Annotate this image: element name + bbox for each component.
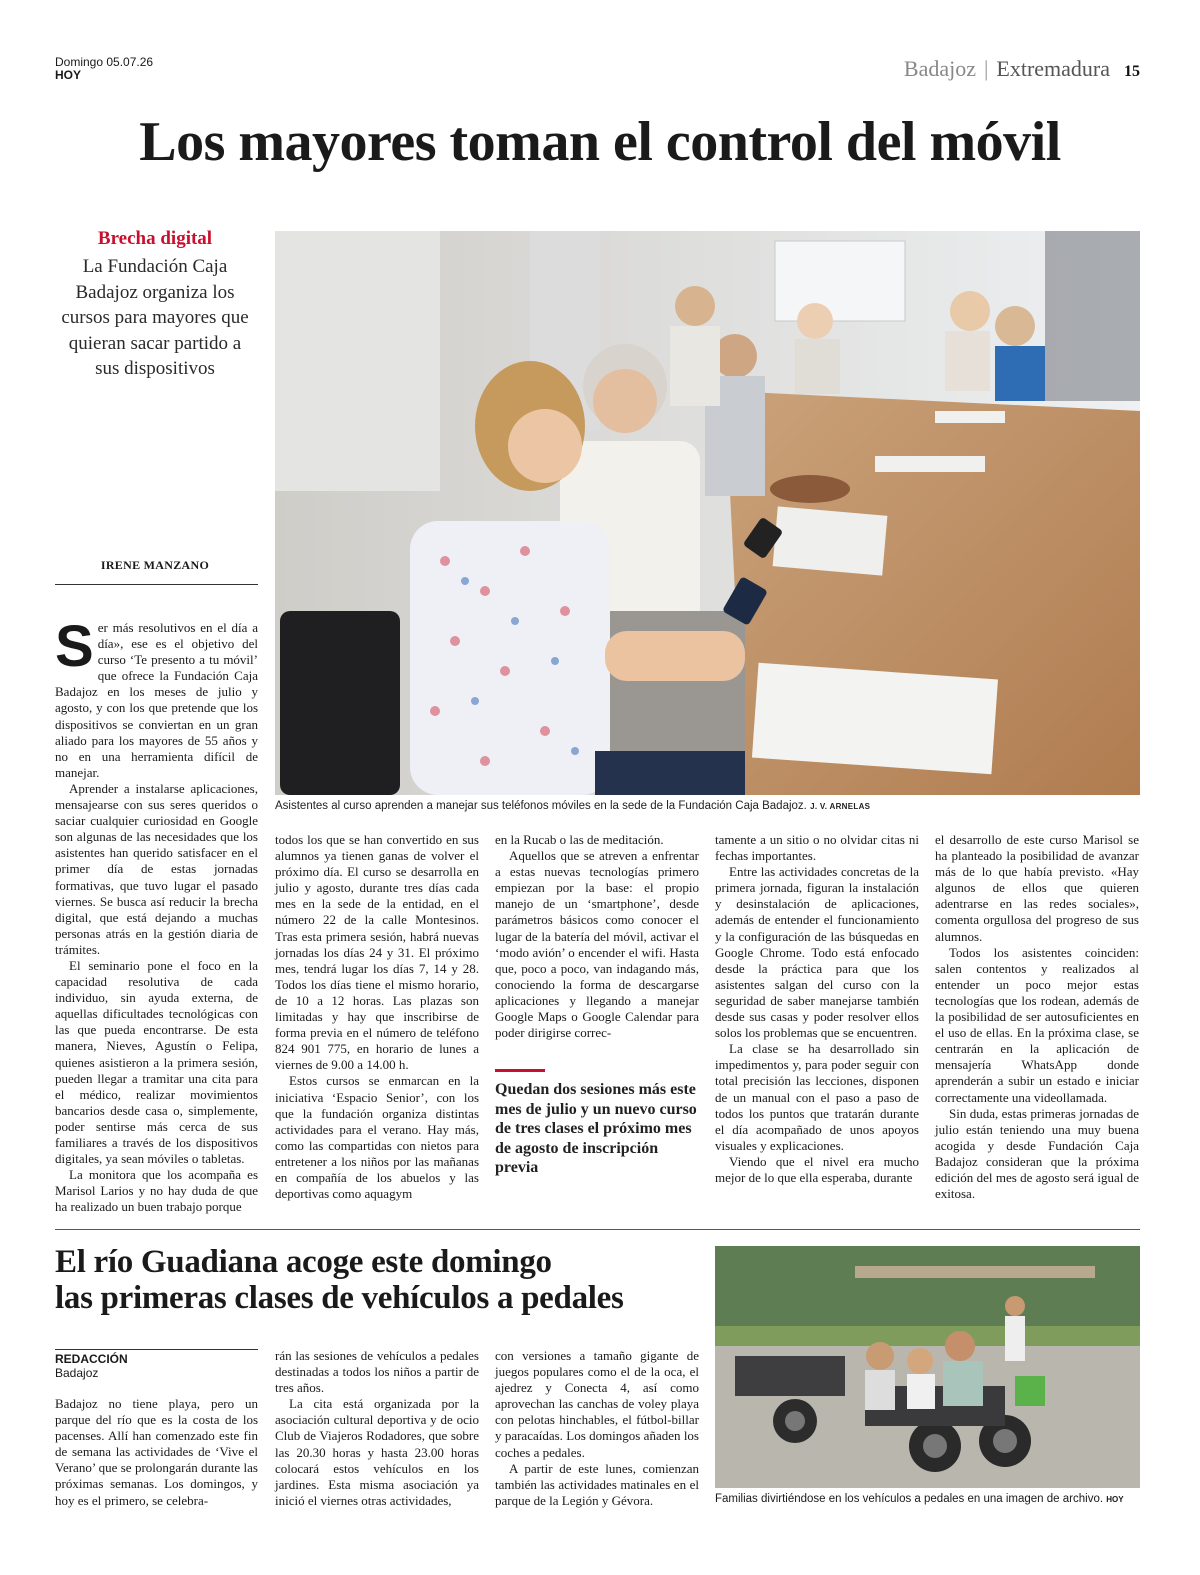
body-paragraph: Estos cursos se enmarcan en la iniciativa ‘Espacio Senior’, con los que la fundación organiza distintas actividades para el verano. Hay más, como las compartidas con nietos para entretener a los niños por las mañanas en compañía de los abuelos y las deportivas como aquagym — [275, 1073, 479, 1202]
article-byline: IRENE MANZANO — [100, 558, 210, 572]
body-paragraph: Aquellos que se atreven a enfrentar a estas nuevas tecnologías primero empiezan por la base: el propio manejo de un ‘smartphone’, desde parámetros básicos como conocer el lugar de la batería del móvil, activar el ‘modo avión’ o encender el wifi. Hasta que, poco a poco, van indagando más, conociendo la forma de descargarse aplicaciones y llegando a manejar Google Maps o Google Calendar para poder dirigirse correc- — [495, 848, 699, 1041]
second-article-column-2 — [275, 1348, 479, 1509]
photo-credit: HOY — [1106, 1495, 1124, 1504]
byline-place: Badajoz — [55, 1366, 99, 1380]
body-paragraph: en la Rucab o las de meditación. — [495, 832, 664, 847]
article-photo — [275, 231, 1140, 795]
article-lead: La Fundación Caja Badajoz organiza los cursos para mayores que quieran sacar partido a sus dispositivos — [61, 256, 249, 379]
article-column-5 — [935, 832, 1139, 1202]
section-region: Extremadura — [996, 56, 1110, 81]
second-photo-caption — [715, 1493, 1145, 1505]
headline-line: El río Guadiana acoge este domingo — [55, 1244, 552, 1280]
caption-text: Familias divirtiéndose en los vehículos a pedales en una imagen de archivo. — [715, 1493, 1104, 1505]
body-paragraph: rán las sesiones de vehículos a pedales destinadas a todos los niños a partir de tres años. — [275, 1348, 479, 1396]
article-column-4 — [715, 832, 919, 1186]
article-column-3 — [495, 832, 699, 1041]
page-number: 15 — [1124, 63, 1140, 80]
pullquote: Quedan dos sesiones más este mes de julio y un nuevo curso de tres clases el próximo mes de agosto de inscripción previa — [495, 1081, 697, 1176]
body-paragraph: Todos los asistentes coinciden: salen contentos y realizados al entender un poco mejor estas tecnologías que los rodean, además de la posibilidad de ser autosuficientes en el uso de ellas. En la próxima clase, se centrarán en la aplicación de mensajería WhatsApp donde aprenderán a subir un estado e iniciar correctamente una videollamada. — [935, 944, 1139, 1105]
photo-caption — [275, 800, 1140, 812]
second-article-byline — [55, 1352, 258, 1380]
body-paragraph: todos los que se han convertido en sus alumnos ya tienen ganas de volver el próximo día. El curso se desarrolla en julio y agosto, durante tres días cada mes en la sede de la entidad, en el número 22 de la calle Montesinos. Tras esta primera sesión, habrá nuevas jornadas los días 24 y 31. El próximo mes, tendrá lugar los días 7, 14 y 28. Todos los días tiene el mismo horario, de 10 a 12 horas. Las plazas son limitadas y hay que inscribirse de forma previa en el número de teléfono 824 901 775, en horario de lunes a viernes de 9.00 a 14.00 h. — [275, 832, 479, 1073]
body-paragraph: Badajoz no tiene playa, pero un parque del río que es la costa de los pacenses. Allí han comenzado este fin de semana las actividades de ‘Vive el Verano’ que se prolongarán durante las próximas semanas. Los domingos, y hoy es el primero, se celebra- — [55, 1396, 258, 1508]
second-article-column-3 — [495, 1348, 699, 1509]
body-paragraph: La monitora que los acompaña es Marisol Larios y no hay duda de que ha realizado un buen trabajo porque — [55, 1167, 258, 1215]
dateline — [55, 56, 153, 82]
byline-rule — [55, 1349, 258, 1350]
body-paragraph: tamente a un sitio o no olvidar citas ni fechas importantes. — [715, 832, 919, 864]
byline-rule — [55, 584, 258, 585]
headline-line: las primeras clases de vehículos a pedales — [55, 1280, 624, 1316]
body-paragraph: Viendo que el nivel era mucho mejor de lo que ella esperaba, durante — [715, 1153, 919, 1185]
article-kicker: Brecha digital — [97, 228, 213, 249]
pullquote-rule — [495, 1069, 545, 1072]
body-paragraph: La cita está organizada por la asociación cultural deportiva y de ocio Club de Viajeros Rodadores, que sobre las 20.30 horas y hasta 23.00 horas colocará estos vehículos en los jardines. Esta misma asociación ya inició el viernes otras actividades, — [275, 1396, 479, 1508]
publication-name: HOY — [55, 68, 82, 82]
body-paragraph: El seminario pone el foco en la capacidad resolutiva de cada individuo, sin ayuda externa, de aquellas dificultades tecnológicas con las que pueda encontrarse. De esta manera, Nieves, Agustín o Felipa, quienes asistieron a la primera sesión, pueden llegar a tramitar una cita para el médico, realizar movimientos bancarios desde casa o, simplemente, poder sentirse más cerca de sus familiares a través de los dispositivos digitales, ya sean móviles o tabletas. — [55, 957, 258, 1167]
photo-credit: J. V. ARNELAS — [810, 802, 871, 811]
second-article-column-1 — [55, 1396, 258, 1509]
section-separator: | — [983, 56, 989, 81]
byline-name: REDACCIÓN — [55, 1352, 128, 1366]
pedal-cars-photo-illustration — [715, 1246, 1140, 1488]
paragraph-text: er más resolutivos en el día a día», ese es el objetivo del curso ‘Te presento a tu móvil’ que ofrece la Fundación Caja Badajoz en los meses de julio y agosto, y con los que pretende que los dispositivos se conviertan en un gran aliado para los mayores de 55 años y no en una herramienta difícil de manejar. — [55, 620, 258, 780]
article-headline: Los mayores toman el control del móvil — [139, 111, 1061, 173]
section-header — [904, 56, 1140, 82]
body-paragraph: Aprender a instalarse aplicaciones, mensajearse con sus seres queridos o saciar cualquier curiosidad en Google son algunas de las necesidades que los asistentes han querido satisfacer en el primer día de estas jornadas formativas, que tuvo lugar el pasado viernes. Se busca así reducir la brecha digital, que está dejando a muchas personas atrás en la gestión diaria de trámites. — [55, 780, 258, 957]
drop-cap: S — [55, 614, 94, 679]
article-column-1 — [55, 614, 258, 1215]
body-paragraph — [55, 614, 258, 781]
body-paragraph: el desarrollo de este curso Marisol se ha planteado la posibilidad de avanzar más de lo que había previsto. «Hay algunos de ellos que quieren adentrarse en las redes sociales», comenta orgullosa del progreso de sus alumnos. — [935, 832, 1139, 944]
body-paragraph: A partir de este lunes, comienzan también las actividades matinales en el parque de la Legión y Gévora. — [495, 1460, 699, 1508]
article-column-2 — [275, 832, 479, 1202]
body-paragraph: con versiones a tamaño gigante de juegos populares como el de la oca, el ajedrez y Conecta 4, así como aprovechan las canchas de voley playa con pelotas hinchables, el fútbol-billar y paracaídas. Los domingos añaden los coches a pedales. — [495, 1348, 699, 1460]
second-article-headline — [55, 1244, 715, 1316]
body-paragraph: Entre las actividades concretas de la primera jornada, figuran la instalación y desinstalación de aplicaciones, además de entender el funcionamiento y la configuración de las búsquedas en Google Chrome. Todo está enfocado desde la práctica para que los asistentes salgan del curso con la seguridad de saber manejarse también desde sus casas y poder resolver ellos solos los problemas que se encuentren. — [715, 864, 919, 1041]
second-article-photo — [715, 1246, 1140, 1488]
classroom-photo-illustration — [275, 231, 1140, 795]
issue-date: Domingo 05.07.26 — [55, 55, 154, 69]
caption-text: Asistentes al curso aprenden a manejar sus teléfonos móviles en la sede de la Fundación Caja Badajoz. — [275, 800, 807, 812]
section-city: Badajoz — [903, 56, 976, 81]
article-divider — [55, 1229, 1140, 1230]
body-paragraph: Sin duda, estas primeras jornadas de julio están teniendo una muy buena acogida y desde Fundación Caja Badajoz consideran que la próxima edición del mes de agosto será igual de exitosa. — [935, 1105, 1139, 1202]
body-paragraph: La clase se ha desarrollado sin impedimentos y, para poder seguir con total precisión las lecciones, disponen de un manual con el paso a paso de todos los puntos que tratarán durante el día acompañado de unos apoyos visuales y explicaciones. — [715, 1041, 919, 1153]
